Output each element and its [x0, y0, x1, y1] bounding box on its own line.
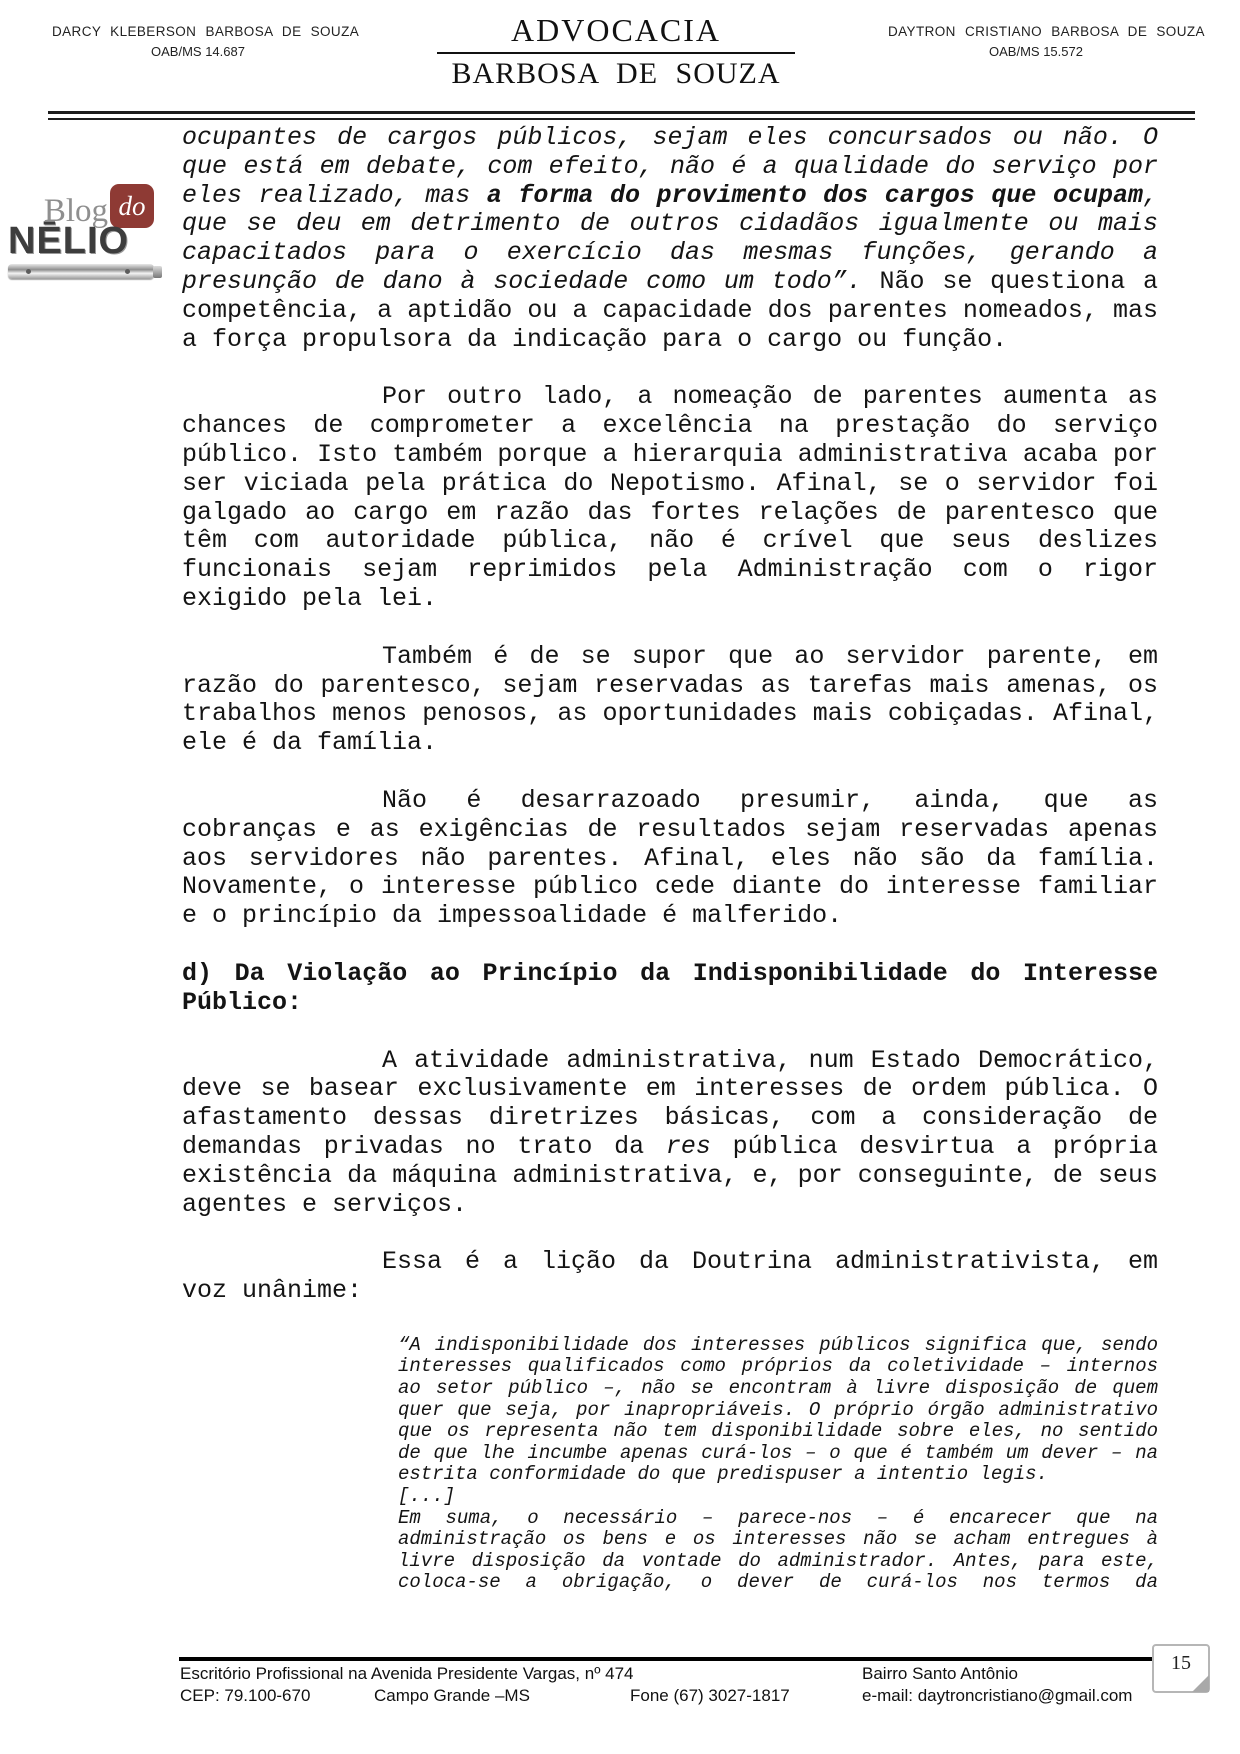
text-run: A atividade administrativa, num Estado Democrático, deve se basear exclusivamente em interesses de ordem pública. O afastamento dessas diretrizes básicas, com a consideração de demandas privadas no trato da — [182, 1045, 1158, 1161]
logo-blog-text: Blog — [43, 193, 108, 229]
header-lawyer-right — [888, 24, 1205, 59]
firm-name: BARBOSA DE SOUZA — [451, 57, 781, 90]
quote-paragraph — [398, 1508, 1158, 1594]
text-run: ocupantes de cargos públicos, sejam eles concursados ou não. O que está em debate, com efeito, não é a qualidade do serviço por eles realizado, mas — [182, 123, 1158, 210]
text-run: res — [665, 1131, 711, 1161]
footer-address: Escritório Profissional na Avenida Presidente Vargas, nº 474 — [180, 1664, 634, 1683]
text-run: , que se deu em detrimento de outros cidadãos igualmente ou mais capacitados para o exercício das mesmas funções, gerando a presunção de dano à sociedade como um todo”. — [182, 180, 1158, 296]
section-heading — [182, 960, 1158, 1018]
logo-cylinder-icon — [8, 264, 154, 279]
firm-title-rule — [437, 52, 795, 54]
dog-ear-icon — [1192, 1675, 1209, 1692]
body-paragraph — [182, 383, 1158, 613]
body-paragraph — [182, 124, 1158, 354]
text-run: Não é desarrazoado presumir, ainda, que as cobranças e as exigências de resultados sejam reservadas apenas aos servidores não parentes. Afinal, eles não são da família. Novamente, o interesse público cede diante do interesse familiar e o princípio da impessoalidade é malferido. — [182, 785, 1158, 931]
page-number: 15 — [1171, 1652, 1191, 1674]
text-run: “A indisponibilidade dos interesses públicos significa que, sendo interesses qualificados como próprios da coletividade – internos ao setor público –, não se encontram à livre disposição de quem quer que seja, por inapropriáveis. O próprio órgão administrativo que os representa não tem disponibilidade sobre eles, no sentido de que lhe incumbe apenas curá-los – o que é também um dever – na estrita conformidade do que predispuser a intentio legis. — [398, 1333, 1158, 1486]
lawyer-oab-left: OAB/MS 14.687 — [151, 44, 245, 59]
body-text — [182, 124, 1158, 1594]
footer-email: e-mail: daytroncristiano@gmail.com — [862, 1686, 1133, 1705]
text-run: pública desvirtua a própria existência da máquina administrativa, e, por conseguinte, de seus agentes e serviços. — [182, 1131, 1158, 1219]
logo-nelio-text: NĒLIO — [8, 220, 130, 262]
body-paragraph — [182, 787, 1158, 931]
text-run: a forma do provimento dos cargos que ocupam — [486, 180, 1143, 210]
header-lawyer-left — [52, 24, 360, 59]
logo-cylinder-handle — [153, 266, 162, 278]
lawyer-name-right: DAYTRON CRISTIANO BARBOSA DE SOUZA — [888, 24, 1205, 39]
firm-title: ADVOCACIA — [511, 12, 721, 48]
firm-header — [437, 12, 795, 91]
text-run: [...] — [398, 1485, 456, 1508]
body-paragraph — [182, 1047, 1158, 1220]
footer-phone: Fone (67) 3027-1817 — [630, 1686, 790, 1705]
quote-paragraph — [398, 1486, 1158, 1508]
text-run: Por outro lado, a nomeação de parentes aumenta as chances de comprometer a excelência na prestação do serviço público. Isto também porque a hierarquia administrativa acaba por ser viciada pela prática do Nepotismo. Afinal, se o servidor foi galgado ao cargo em razão das fortes relações de parentesco que têm com autoridade pública, não é crível que seus deslizes funcionais sejam reprimidos pela Administração com o rigor exigido pela lei. — [182, 382, 1158, 613]
lawyer-name-left: DARCY KLEBERSON BARBOSA DE SOUZA — [52, 24, 360, 39]
footer-rule — [179, 1657, 1154, 1661]
text-run: Não se questiona a competência, a aptidão ou a capacidade dos parentes nomeados, mas a força propulsora da indicação para o cargo ou função. — [182, 266, 1159, 354]
body-paragraph — [182, 643, 1158, 758]
page-number-badge — [1152, 1644, 1210, 1693]
lawyer-oab-right: OAB/MS 15.572 — [989, 44, 1083, 59]
body-paragraph — [182, 1248, 1158, 1306]
footer-cep: CEP: 79.100-670 — [180, 1686, 311, 1705]
text-run: d) Da Violação ao Princípio da Indisponibilidade do Interesse Público: — [182, 958, 1158, 1017]
text-run: Também é de se supor que ao servidor parente, em razão do parentesco, sejam reservadas as tarefas mais amenas, os trabalhos menos penosos, as oportunidades mais cobiçadas. Afinal, ele é da família. — [182, 641, 1158, 758]
quote-paragraph — [398, 1335, 1158, 1486]
text-run: Essa é a lição da Doutrina administrativista, em voz unânime: — [182, 1247, 1158, 1306]
logo-do-text: do — [118, 190, 146, 221]
footer-city: Campo Grande –MS — [374, 1686, 530, 1705]
footer-district: Bairro Santo Antônio — [862, 1664, 1018, 1683]
blog-do-nelio-logo — [8, 184, 160, 279]
text-run: Em suma, o necessário – parece-nos – é encarecer que na administração os bens e os interesses não se acham entregues à livre disposição da vontade do administrador. Antes, para este, coloca-se a obrigação, o dever de curá-los nos termos da — [398, 1506, 1158, 1594]
header-double-rule — [48, 111, 1195, 120]
